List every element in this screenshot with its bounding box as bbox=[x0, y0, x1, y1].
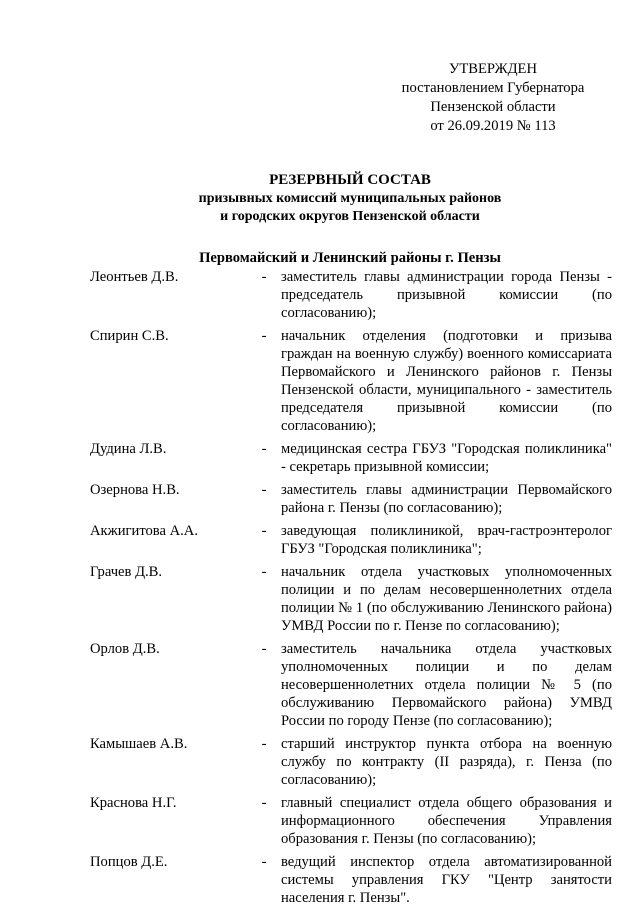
member-name: Орлов Д.В. bbox=[90, 641, 160, 657]
member-role: заместитель главы администрации города Пензы - председатель призывной комиссии (по согласованию); bbox=[281, 269, 612, 321]
member-name: Дудина Л.В. bbox=[90, 441, 167, 457]
member-name: Камышаев А.В. bbox=[90, 736, 188, 752]
approval-line-resolution: постановлением Губернатора bbox=[401, 80, 585, 96]
member-role: ведущий инспектор отдела автоматизированной системы управления ГКУ "Центр занятости населения г. Пензы". bbox=[281, 854, 612, 906]
member-role: главный специалист отдела общего образования и информационного обеспечения Управления образования г. Пензы (по согласованию); bbox=[281, 795, 612, 847]
member-name: Леонтьев Д.В. bbox=[90, 269, 179, 285]
member-role: заведующая поликлиникой, врач-гастроэнтеролог ГБУЗ "Городская поликлиника"; bbox=[281, 523, 612, 557]
member-name: Краснова Н.Г. bbox=[90, 795, 177, 811]
member-name: Акжигитова А.А. bbox=[90, 523, 198, 539]
approval-line-approved: УТВЕРЖДЕН bbox=[449, 61, 537, 77]
member-dash: - bbox=[261, 482, 267, 498]
member-name: Спирин С.В. bbox=[90, 328, 169, 344]
member-dash: - bbox=[261, 523, 267, 539]
approval-line-region: Пензенской области bbox=[430, 99, 556, 115]
member-role: заместитель начальника отдела участковых уполномоченных полиции и по делам несовершеннолетних отдела полиции № 5 (по обслуживанию Первомайского района) УМВД России по городу Пензе (по согласованию); bbox=[281, 641, 612, 729]
approval-line-date: от 26.09.2019 № 113 bbox=[430, 118, 556, 134]
member-row bbox=[90, 481, 612, 517]
member-role: начальник отдела участковых уполномоченных полиции и по делам несовершеннолетних отдела полиции № 1 (по обслуживанию Ленинского района) УМВД России по г. Пензе по согласованию); bbox=[281, 564, 612, 634]
member-role: медицинская сестра ГБУЗ "Городская поликлиника" - секретарь призывной комиссии; bbox=[281, 441, 612, 475]
member-row bbox=[90, 640, 612, 730]
member-dash: - bbox=[261, 736, 267, 752]
member-row bbox=[90, 794, 612, 848]
member-row bbox=[90, 327, 612, 435]
title-subtitle-line1: призывных комиссий муниципальных районов bbox=[198, 191, 502, 206]
member-role: старший инструктор пункта отбора на военную службу по контракту (II разряда), г. Пенза (по согласованию); bbox=[281, 736, 612, 788]
title-main: РЕЗЕРВНЫЙ СОСТАВ bbox=[269, 172, 431, 188]
member-dash: - bbox=[261, 441, 267, 457]
title-subtitle-line2: и городских округов Пензенской области bbox=[220, 208, 480, 224]
member-row bbox=[90, 268, 612, 322]
member-row bbox=[90, 440, 612, 476]
member-name: Озернова Н.В. bbox=[90, 482, 180, 498]
section-title: Первомайский и Ленинский районы г. Пензы bbox=[199, 250, 501, 266]
document-title bbox=[90, 171, 610, 225]
member-row bbox=[90, 522, 612, 558]
member-dash: - bbox=[261, 795, 267, 811]
member-name: Попцов Д.Е. bbox=[90, 854, 168, 870]
member-dash: - bbox=[261, 641, 267, 657]
members-list bbox=[90, 268, 612, 912]
member-dash: - bbox=[261, 328, 267, 344]
member-name: Грачев Д.В. bbox=[90, 564, 163, 580]
approval-block bbox=[393, 60, 593, 136]
member-role: заместитель главы администрации Первомайского района г. Пензы (по согласованию); bbox=[281, 482, 612, 516]
member-dash: - bbox=[261, 269, 267, 285]
member-dash: - bbox=[261, 564, 267, 580]
member-row bbox=[90, 735, 612, 789]
member-row bbox=[90, 853, 612, 907]
member-role: начальник отделения (подготовки и призыва граждан на военную службу) военного комиссариата Первомайского и Ленинского районов г. Пензы Пензенской области, муниципального - заместитель председателя призывной комиссии (по согласованию); bbox=[281, 328, 612, 434]
member-row bbox=[90, 563, 612, 635]
member-dash: - bbox=[261, 854, 267, 870]
